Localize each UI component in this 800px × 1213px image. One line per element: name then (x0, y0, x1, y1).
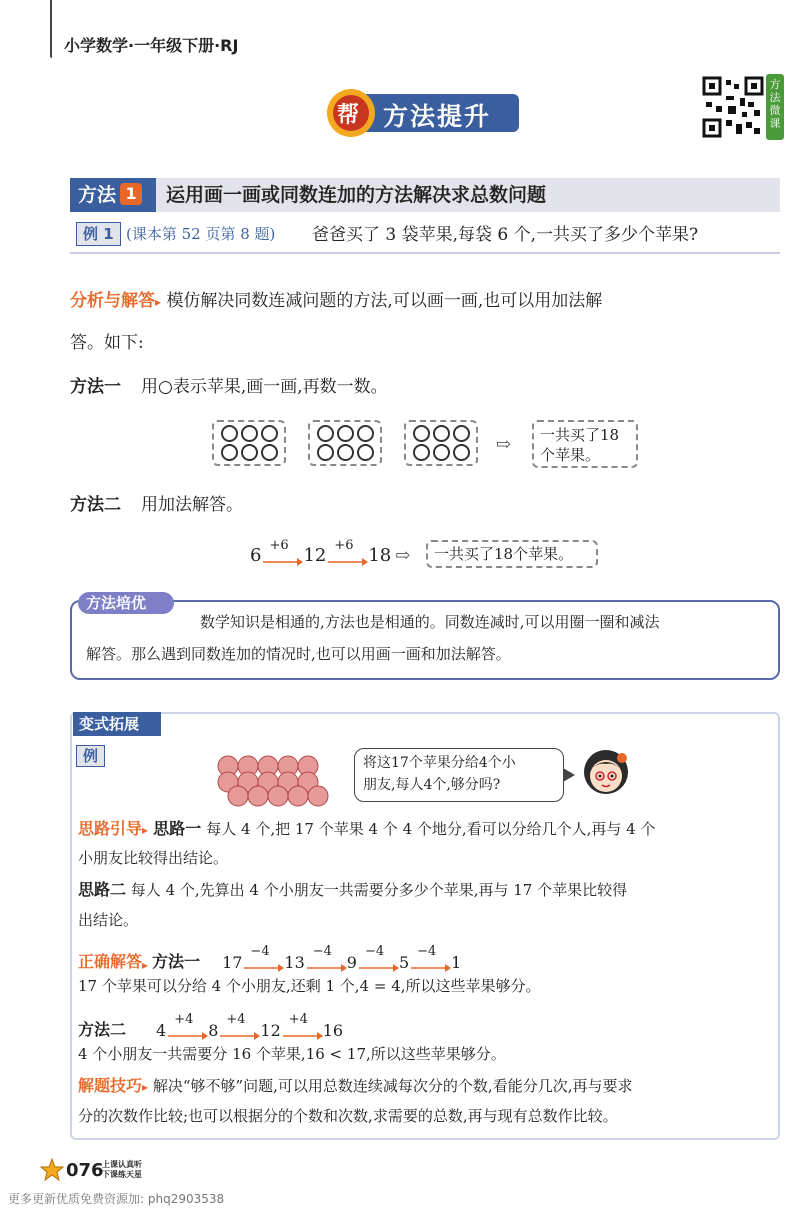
header-rule (50, 0, 52, 58)
chain-arrow (242, 944, 284, 972)
analysis-line1: 分析与解答▸ 模仿解决同数连减问题的方法,可以画一画,也可以用加法解 (70, 291, 603, 311)
chain-arrow (218, 1012, 260, 1040)
chain-arrow (409, 944, 451, 972)
example-source: (课本第 52 页第 8 题) (126, 225, 276, 243)
chain-number: 4 (156, 1021, 167, 1040)
bubble-tail (563, 768, 575, 782)
way1-note (532, 420, 638, 468)
way2-label: 方法二 (70, 495, 121, 515)
chain-arrow (166, 1012, 208, 1040)
guide-row-2 (78, 878, 778, 902)
chain-number: 12 (260, 1021, 281, 1040)
chain-number: 12 (303, 545, 327, 566)
example-tag: 例 1 (76, 222, 121, 246)
circle-icon (261, 425, 278, 442)
arrow-op: +6 (269, 538, 289, 553)
addition-chain (250, 536, 410, 566)
circle-icon (453, 444, 470, 461)
analysis-text-2: 答。如下: (70, 333, 144, 353)
circle-icon (357, 425, 374, 442)
arrow-op: −4 (250, 944, 270, 959)
guide1-head: 思路一 (153, 819, 202, 838)
guide-label: 思路引导 (78, 819, 143, 838)
arrow-op: −4 (312, 944, 332, 959)
skill-text-2: 分的次数作比较;也可以根据分的个数和次数,求需要的总数,再与现有总数作比较。 (78, 1107, 618, 1125)
ans2-text: 4 个小朋友一共需要分 16 个苹果,16 < 17,所以这些苹果够分。 (78, 1045, 506, 1063)
way2-row (70, 492, 243, 518)
arrow-op: +4 (288, 1012, 308, 1027)
apple-group-1 (212, 420, 286, 466)
chain-number: 17 (222, 953, 243, 972)
chain-arrow (357, 944, 399, 972)
tip-text-1: 数学知识是相通的,方法也是相通的。同数连减时,可以用圈一圈和减法 (200, 613, 660, 631)
circle-icon (317, 425, 334, 442)
circle-icon (261, 444, 278, 461)
variant-example-tag: 例 (76, 745, 105, 767)
circle-icon (241, 444, 258, 461)
circle-icon (453, 425, 470, 442)
circle-icon (241, 425, 258, 442)
chain-number: 9 (346, 953, 357, 972)
way1-note-line2: 个苹果。 (540, 446, 601, 464)
circle-icon (221, 425, 238, 442)
circle-icon (433, 425, 450, 442)
guide1-text-2: 小朋友比较得出结论。 (78, 849, 229, 867)
guide2-text-2: 出结论。 (78, 911, 139, 929)
apple-group-2 (308, 420, 382, 466)
answer-row-2 (78, 1010, 343, 1040)
method-tag (70, 178, 156, 212)
method-tag-text: 方法 (78, 184, 117, 206)
example-row (70, 218, 780, 254)
add-arrow (261, 538, 303, 566)
analysis-text-1: 模仿解决同数连减问题的方法,可以画一画,也可以用加法解 (166, 291, 603, 311)
right-arrow-icon: ⇨ (395, 545, 411, 566)
slogan-line1: 上课认真听 (102, 1160, 142, 1169)
girl-avatar (578, 744, 634, 800)
method-title: 运用画一画或同数连加的方法解决求总数问题 (166, 184, 547, 206)
chain-number: 1 (451, 953, 462, 972)
slogan-line2: 下课练天星 (102, 1170, 142, 1179)
skill-text-1: 解决“够不够”问题,可以用总数连续减每次分的个数,看能分几次,再与要求 (152, 1077, 633, 1095)
speech-bubble (354, 748, 564, 802)
chain-number: 5 (398, 953, 410, 972)
analysis-label: 分析与解答 (70, 291, 155, 311)
way1-note-line1: 一共买了18 (540, 426, 620, 444)
arrow-op: +4 (174, 1012, 194, 1027)
way1-label: 方法一 (70, 377, 121, 397)
apple-group-3 (404, 420, 478, 466)
circle-icon (433, 444, 450, 461)
footer-slogan (102, 1160, 142, 1180)
variant-label: 变式拓展 (73, 712, 161, 736)
answer-label: 正确解答 (78, 952, 143, 971)
add-arrow (326, 538, 368, 566)
chain-number: 13 (284, 953, 305, 972)
tip-text-2: 解答。那么遇到同数连加的情况时,也可以用画一画和加法解答。 (86, 645, 511, 663)
ans1-head: 方法一 (152, 952, 201, 971)
section-badge (327, 88, 523, 138)
ans1-text: 17 个苹果可以分给 4 个小朋友,还剩 1 个,4 = 4,所以这些苹果够分。 (78, 977, 541, 995)
way1-text: 用○表示苹果,画一画,再数一数。 (141, 377, 388, 397)
addition-chain-2 (156, 1012, 344, 1040)
tip-label: 方法培优 (78, 592, 174, 614)
answer-row-1: 正确解答 ▸ 方法一 17 −4 13 −4 9 −4 5 −4 1 (78, 944, 462, 972)
skill-row: 解题技巧▸ 解决“够不够”问题,可以用总数连续减每次分的个数,看能分几次,再与要求 (78, 1076, 633, 1095)
guide2-head: 思路二 (78, 880, 127, 899)
guide-row-1: 思路引导▸ 思路一 每人 4 个,把 17 个苹果 4 个 4 个地分,看可以分给几个人,再与 4 个 (78, 819, 656, 838)
watermark: 更多更新优质免费资源加: phq2903538 (8, 1192, 225, 1206)
way2-note: 一共买了18个苹果。 (426, 540, 598, 568)
example-question: 爸爸买了 3 袋苹果,每袋 6 个,一共买了多少个苹果? (312, 225, 699, 245)
circle-icon (357, 444, 374, 461)
ans2-head: 方法二 (78, 1020, 127, 1039)
circle-icon (337, 425, 354, 442)
chain-number: 6 (250, 545, 262, 566)
qr-label: 方法微课 (766, 74, 784, 140)
chain-arrow (281, 1012, 323, 1040)
bubble-line1: 将这17个苹果分给4个小 (363, 755, 516, 771)
chain-arrow (305, 944, 347, 972)
circle-icon (413, 425, 430, 442)
circle-icon (413, 444, 430, 461)
right-arrow-icon: ⇨ (496, 434, 512, 455)
arrow-op: +6 (334, 538, 354, 553)
way2-text: 用加法解答。 (141, 495, 243, 515)
guide2-text-1: 每人 4 个,先算出 4 个小朋友一共需要分多少个苹果,再与 17 个苹果比较得 (130, 881, 628, 899)
chain-number: 16 (322, 1021, 344, 1040)
qr-code-icon[interactable] (702, 76, 764, 138)
guide1-text-1: 每人 4 个,把 17 个苹果 4 个 4 个地分,看可以分给几个人,再与 4 个 (206, 820, 656, 838)
skill-label: 解题技巧 (78, 1076, 143, 1095)
circle-icon (221, 444, 238, 461)
chain-number: 8 (208, 1021, 219, 1040)
arrow-op: −4 (417, 944, 437, 959)
badge-char: 帮 (337, 103, 360, 128)
bubble-line2: 朋友,每人4个,够分吗? (363, 777, 501, 793)
circle-icon (337, 444, 354, 461)
section-title: 方法提升 (383, 102, 492, 131)
arrow-op: −4 (364, 944, 385, 959)
page-number: 076 (66, 1160, 104, 1181)
way1-row (70, 374, 388, 400)
book-title: 小学数学·一年级下册·RJ (64, 36, 239, 55)
star-icon (40, 1158, 64, 1182)
apples-illustration (214, 752, 334, 808)
arrow-op: +4 (226, 1012, 246, 1027)
circle-icon (317, 444, 334, 461)
chain-number: 18 (368, 545, 392, 566)
method-number: 1 (120, 183, 142, 205)
